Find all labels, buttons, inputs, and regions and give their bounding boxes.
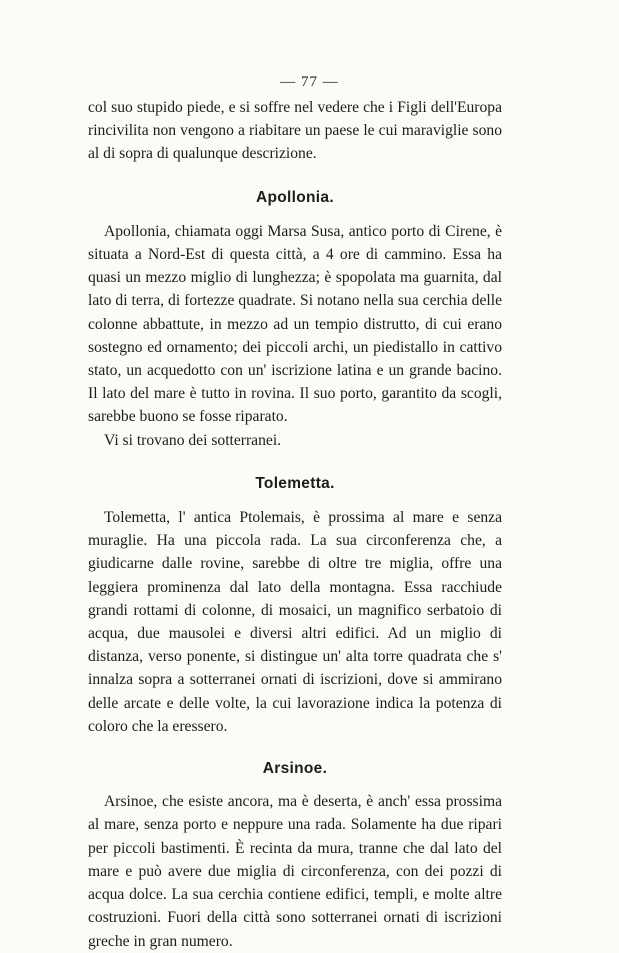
page-number: — 77 — <box>280 74 339 90</box>
paragraph-apollonia-1: Apollonia, chiamata oggi Marsa Susa, antico porto di Cirene, è situata a Nord-Est di questa città, a 4 ore di cammino. Essa ha quasi un mezzo miglio di lunghezza; è spopolata ma guarnita, dal lato di terra, di fortezze quadrate. Si notano nella sua cerchia delle colonne abbattute, in mezzo ad un tempio distrutto, di cui erano sostegno ed ornamento; dei piccoli archi, un piedistallo in cattivo stato, un acquedotto con un' iscrizione latina e un grande bacino. Il lato del mare è tutto in rovina. Il suo porto, garantito da scogli, sarebbe buono se fosse riparato. <box>88 222 502 426</box>
heading-apollonia: Apollonia. <box>256 188 334 206</box>
intro-paragraph: col suo stupido piede, e si soffre nel vedere che i Figli dell'Europa rincivilita non vengono a riabitare un paese le cui maraviglie sono al di sopra di qualunque descrizione. <box>88 99 502 163</box>
heading-arsinoe: Arsinoe. <box>262 760 328 778</box>
page-body <box>88 96 502 953</box>
heading-tolemetta: Tolemetta. <box>255 474 335 492</box>
paragraph-tolemetta-1: Tolemetta, l' antica Ptolemais, è prossima al mare e senza muraglie. Ha una piccola rada. La sua circonferenza che, a giudicarne dalle rovine, sarebbe di oltre tre miglia, offre una leggiera prominenza dal lato della montagna. Essa racchiude grandi rottami di colonne, di mosaici, un magnifico serbatoio di acqua, due mausolei e diversi altri edifici. Ad un miglio di distanza, verso ponente, si distingue un' alta torre quadrata che s' innalza sopra a sotterranei ornati di iscrizioni, dove si ammirano delle arcate e delle volte, la cui lavorazione indica la potenza di coloro che la eressero. <box>88 509 502 735</box>
paragraph-arsinoe-1: Arsinoe, che esiste ancora, ma è deserta, è anch' essa prossima al mare, senza porto e neppure una rada. Solamente ha due ripari per piccoli bastimenti. È recinta da mura, tranne che dal lato del mare e può avere due miglia di circonferenza, con dei pozzi di acqua dolce. La sua cerchia contiene edifici, templi, e molte altre costruzioni. Fuori della città sono sotterranei ornati di iscrizioni greche in gran numero. <box>88 793 502 950</box>
paragraph-apollonia-2: Vi si trovano dei sotterranei. <box>104 431 282 449</box>
